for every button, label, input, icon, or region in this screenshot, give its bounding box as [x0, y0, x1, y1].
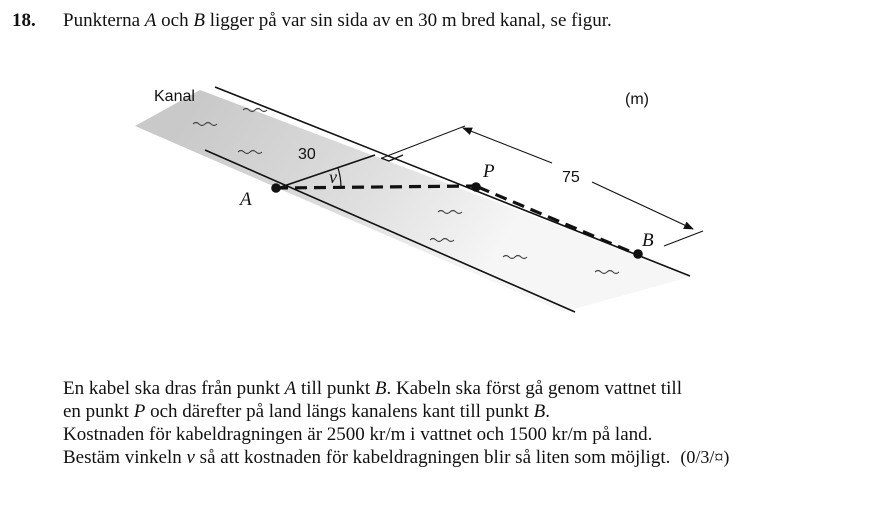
point-p-label: P [483, 161, 495, 182]
unit-label: (m) [625, 91, 649, 108]
body-text: till punkt [296, 378, 375, 399]
body-text: Bestäm vinkeln [63, 447, 187, 468]
problem-number: 18. [12, 10, 36, 31]
canal-water [135, 90, 690, 312]
canal-label: Kanal [154, 88, 195, 105]
points-badge: (0/3/¤) [680, 447, 730, 467]
body-text: en punkt [63, 401, 134, 422]
body-line-4 [63, 446, 729, 469]
point-p-dot [471, 182, 481, 192]
body-text: . [545, 401, 551, 422]
dimension-75-part2 [592, 182, 693, 229]
body-point-a: A [284, 378, 297, 399]
intro-width: 30 m [418, 10, 457, 31]
point-a-label: A [240, 189, 252, 210]
body-text: En kabel ska dras från punkt [63, 378, 285, 399]
distance-label: 75 [562, 169, 580, 186]
angle-label: v [329, 167, 337, 187]
extension-line-b [664, 231, 703, 246]
intro-point-a: A [144, 10, 157, 31]
width-label: 30 [298, 146, 316, 163]
body-point-p: P [133, 401, 146, 422]
intro-point-b: B [193, 10, 205, 31]
intro-text: Punkterna [63, 10, 145, 31]
extension-line-p [382, 126, 465, 158]
body-text: och därefter på land längs kanalens kant till punkt [145, 401, 534, 422]
body-line-2 [63, 400, 729, 423]
intro-text: bred kanal, se figur. [456, 10, 612, 31]
problem-body [63, 377, 729, 469]
body-angle-v: v [186, 447, 195, 468]
point-b-label: B [642, 230, 654, 251]
point-a-dot [271, 183, 281, 193]
body-line-1 [63, 377, 729, 400]
body-line-3: Kostnaden för kabeldragningen är 2500 kr/m i vattnet och 1500 kr/m på land. [63, 424, 653, 445]
intro-text: och [156, 10, 194, 31]
body-point-b: B [374, 378, 387, 399]
body-text: så att kostnaden för kabeldragningen blir så liten som möjligt. [194, 447, 671, 468]
body-point-b: B [533, 401, 546, 422]
dimension-75-part1 [463, 128, 552, 163]
body-text: . Kabeln ska först gå genom vattnet till [386, 378, 682, 399]
intro-text: ligger på var sin sida av en [204, 10, 419, 31]
